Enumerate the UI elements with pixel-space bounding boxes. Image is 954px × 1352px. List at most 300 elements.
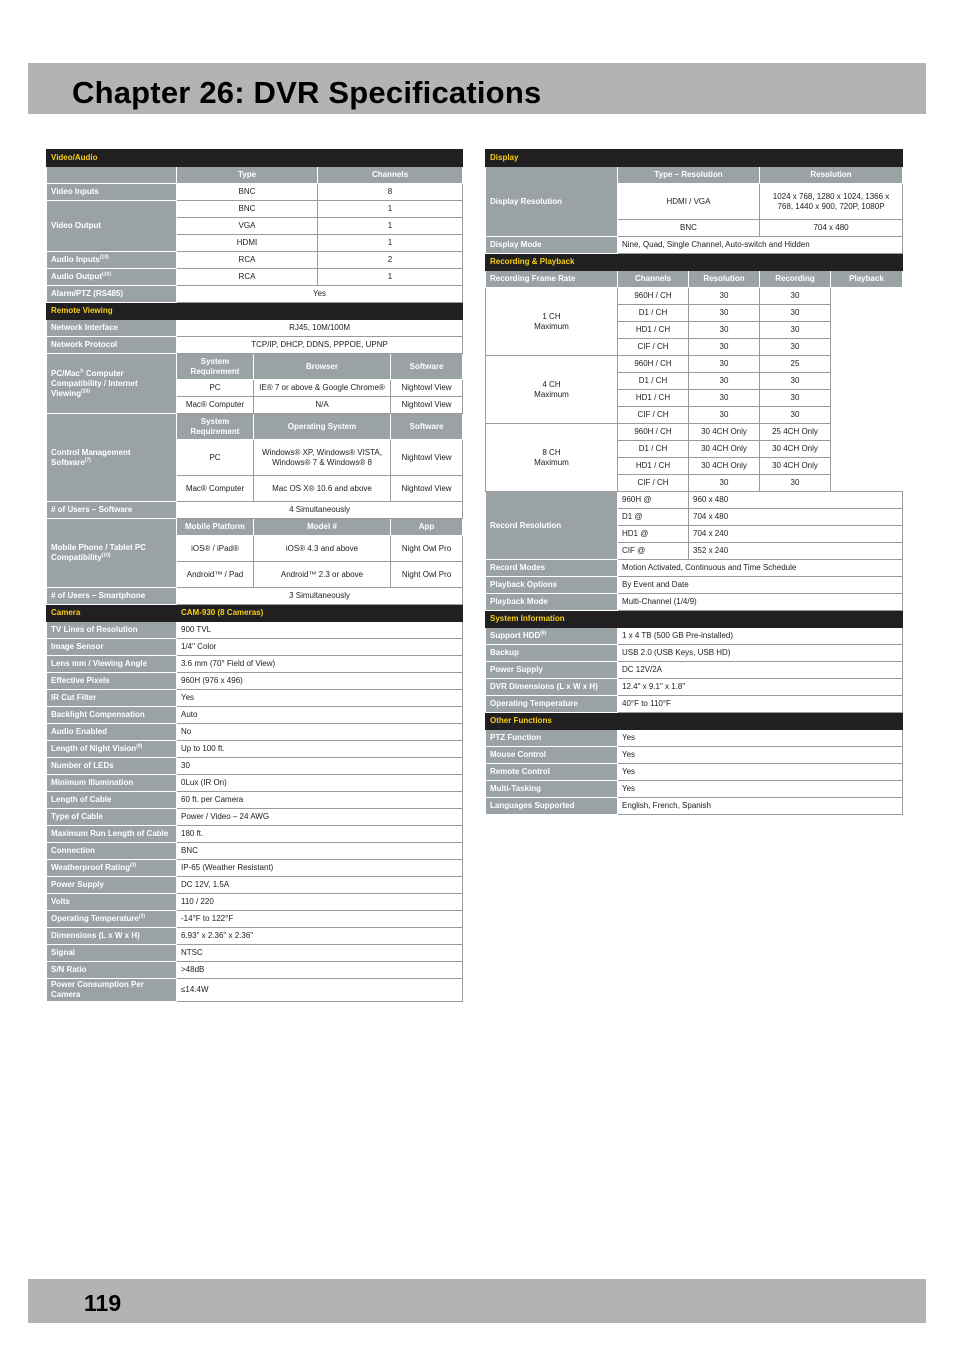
table-row (486, 645, 903, 662)
cell-software: Nightowl View (391, 380, 463, 397)
camera-rows (47, 622, 463, 1002)
cell-value: No (177, 724, 463, 741)
cell-resolution: D1 / CH (618, 305, 689, 322)
label-text: Power Supply (51, 880, 104, 889)
channel-sub: Maximum (534, 389, 569, 399)
cell-value: IP-65 (Weather Resistant) (177, 860, 463, 877)
cell-resolution: CIF / CH (618, 407, 689, 424)
column-header-app: App (391, 519, 463, 536)
cell-playback: 30 4CH Only (760, 458, 831, 475)
table-row (47, 414, 463, 440)
row-label (47, 843, 177, 860)
label-text: Length of Night Vision (51, 744, 137, 753)
table-row (486, 271, 903, 288)
table-row (486, 730, 903, 747)
column-header-channels: Channels (318, 167, 463, 184)
cell-recording: 30 (689, 390, 760, 407)
cell-value: 704 x 240 (689, 526, 903, 543)
channel-count: 8 CH (542, 447, 561, 457)
cell-value: 352 x 240 (689, 543, 903, 560)
table-row (486, 167, 903, 184)
cell-value: 12.4" x 9.1" x 1.8" (618, 679, 903, 696)
footnote-marker: (10) (102, 271, 111, 278)
cell-type: RCA (177, 252, 318, 269)
table-row (47, 775, 463, 792)
cell-type: BNC (177, 184, 318, 201)
row-label: Video Output (47, 201, 177, 252)
row-label (47, 690, 177, 707)
cell-playback: 30 (760, 339, 831, 356)
row-label (486, 662, 618, 679)
row-label (47, 252, 177, 269)
footnote-marker: (10) (99, 254, 109, 261)
row-label (47, 639, 177, 656)
cell-value: Yes (618, 730, 903, 747)
cell-playback: 30 (760, 390, 831, 407)
footnote-marker: (9) (136, 743, 143, 750)
label-text: PC/Mac (51, 368, 80, 378)
row-label (47, 758, 177, 775)
cell-recording: 30 (689, 475, 760, 492)
cell-value: By Event and Date (618, 577, 903, 594)
table-row (47, 269, 463, 286)
label-text: Support HDD (490, 631, 541, 640)
row-label: Alarm/PTZ (RS485) (47, 286, 177, 303)
label-text: DVR Dimensions (L x W x H) (490, 682, 598, 691)
cell-value: Yes (177, 286, 463, 303)
cell-channels: 1 (318, 269, 463, 286)
row-label: Display Mode (486, 237, 618, 254)
cell-value: DC 12V/2A (618, 662, 903, 679)
section-title: Other Functions (486, 713, 903, 730)
row-label (47, 826, 177, 843)
row-label (47, 979, 177, 1002)
row-label (486, 798, 618, 815)
footnote-marker: (10) (81, 387, 90, 394)
column-header-resolution: Resolution (689, 271, 760, 288)
column-header-system-requirement: System Requirement (177, 414, 254, 440)
cell-value: TCP/IP, DHCP, DDNS, PPPOE, UPNP (177, 337, 463, 354)
table-row (47, 320, 463, 337)
footnote-marker: (3) (129, 862, 137, 869)
cell-value: 704 x 480 (689, 509, 903, 526)
cell-value: 3 Simultaneously (177, 588, 463, 605)
cell-type: RCA (177, 269, 318, 286)
column-header-system-requirement: System Requirement (177, 354, 254, 380)
row-label (486, 645, 618, 662)
cell-resolution: 704 x 480 (760, 220, 903, 237)
label-text: Audio Enabled (51, 727, 107, 736)
table-row (47, 911, 463, 928)
row-label (47, 656, 177, 673)
cell-recording: 30 (689, 373, 760, 390)
cell-resolution: 1024 x 768, 1280 x 1024, 1366 x 768, 1440 x 900, 720P, 1080P (760, 184, 903, 220)
cell-value: 60 ft. per Camera (177, 792, 463, 809)
row-label (486, 679, 618, 696)
row-label (47, 894, 177, 911)
column-header-recording: Recording (760, 271, 831, 288)
table-row (486, 781, 903, 798)
section-header-display (486, 150, 903, 167)
cell-recording: 30 (689, 322, 760, 339)
table-row (47, 962, 463, 979)
cell-type: BNC (177, 201, 318, 218)
cell-value: 960H (976 x 496) (177, 673, 463, 690)
cell-system: Mac® Computer (177, 476, 254, 502)
row-label: # of Users – Smartphone (47, 588, 177, 605)
cell-resolution: HD1 / CH (618, 390, 689, 407)
cell-value: 900 TVL (177, 622, 463, 639)
table-row (47, 758, 463, 775)
cell-recording: 30 (689, 356, 760, 373)
column-header-software: Software (391, 414, 463, 440)
cell-channels: 1 (318, 201, 463, 218)
table-row (486, 798, 903, 815)
row-label: Video Inputs (47, 184, 177, 201)
label-text: Remote Control (490, 767, 550, 776)
page-number: 119 (84, 1290, 122, 1316)
row-label (47, 741, 177, 758)
cell-browser: N/A (254, 397, 391, 414)
table-row (47, 724, 463, 741)
cell-app: Night Owl Pro (391, 536, 463, 562)
cell-value: 30 (177, 758, 463, 775)
camera-model: CAM-930 (8 Cameras) (177, 605, 463, 622)
table-row (47, 502, 463, 519)
cell-value: Auto (177, 707, 463, 724)
cell-value: 3.6 mm (70° Field of View) (177, 656, 463, 673)
cell-value: NTSC (177, 945, 463, 962)
row-label (47, 911, 177, 928)
cell-value: 110 / 220 (177, 894, 463, 911)
table-row (47, 860, 463, 877)
cell-resolution: CIF / CH (618, 475, 689, 492)
row-label: Record Resolution (486, 492, 618, 560)
table-row (47, 826, 463, 843)
cell-mode: D1 @ (618, 509, 689, 526)
cell-value: Yes (618, 764, 903, 781)
section-title: Remote Viewing (47, 303, 463, 320)
table-row (47, 945, 463, 962)
cell-type: HDMI (177, 235, 318, 252)
cell-resolution: 960H / CH (618, 288, 689, 305)
table-row (47, 656, 463, 673)
label-text: Audio Output (51, 272, 103, 281)
channel-count: 1 CH (542, 311, 561, 321)
cell-value: Yes (618, 781, 903, 798)
label-text: Multi-Tasking (490, 784, 541, 793)
cell-app: Night Owl Pro (391, 562, 463, 588)
table-row (47, 519, 463, 536)
table-row (47, 673, 463, 690)
table-row (486, 237, 903, 254)
label-text: Dimensions (L x W x H) (51, 931, 140, 940)
column-header-model: Model # (254, 519, 391, 536)
cell-channels: 1 (318, 218, 463, 235)
table-row (486, 424, 903, 441)
section-header-recording-playback (486, 254, 903, 271)
row-label (486, 730, 618, 747)
column-header-software: Software (391, 354, 463, 380)
column-header-channels: Channels (618, 271, 689, 288)
label-text: Type of Cable (51, 812, 103, 821)
left-spec-table (46, 149, 463, 1002)
footnote-marker: (3) (138, 913, 145, 920)
label-text: Backup (490, 648, 519, 657)
column-header-operating-system: Operating System (254, 414, 391, 440)
cell-recording: 30 4CH Only (689, 424, 760, 441)
cell-playback: 30 (760, 475, 831, 492)
cell-model: Android™ 2.3 or above (254, 562, 391, 588)
cell-value: RJ45, 10M/100M (177, 320, 463, 337)
column-header-browser: Browser (254, 354, 391, 380)
row-label (47, 673, 177, 690)
cell-channels: 1 (318, 235, 463, 252)
cell-model: iOS® 4.3 and above (254, 536, 391, 562)
cell-resolution: D1 / CH (618, 373, 689, 390)
table-row (47, 741, 463, 758)
table-row (486, 577, 903, 594)
table-row (486, 356, 903, 373)
label-text: S/N Ratio (51, 965, 87, 974)
section-title: Camera (47, 605, 177, 622)
row-label: # of Users – Software (47, 502, 177, 519)
table-row (486, 594, 903, 611)
table-row (47, 690, 463, 707)
row-label: Recording Frame Rate (486, 271, 618, 288)
table-row (486, 560, 903, 577)
table-row (47, 286, 463, 303)
table-row (47, 809, 463, 826)
label-text: Mouse Control (490, 750, 546, 759)
cell-channel-group (486, 424, 618, 492)
cell-channel-group (486, 356, 618, 424)
footer-bar (28, 1279, 926, 1323)
cell-recording: 30 (689, 339, 760, 356)
cell-type: HDMI / VGA (618, 184, 760, 220)
section-header-video-audio (47, 150, 463, 167)
row-label (47, 707, 177, 724)
column-header-playback: Playback (831, 271, 903, 288)
cell-recording: 30 4CH Only (689, 458, 760, 475)
table-row (47, 252, 463, 269)
cell-value: >48dB (177, 962, 463, 979)
cell-playback: 25 (760, 356, 831, 373)
table-row (47, 622, 463, 639)
table-row (47, 639, 463, 656)
cell-resolution: CIF / CH (618, 339, 689, 356)
row-label (47, 928, 177, 945)
cell-playback: 30 (760, 305, 831, 322)
cell-value: Motion Activated, Continuous and Time Schedule (618, 560, 903, 577)
section-header-camera (47, 605, 463, 622)
cell-value: Multi-Channel (1/4/9) (618, 594, 903, 611)
cell-os: Windows® XP, Windows® VISTA, Windows® 7 & Windows® 8 (254, 440, 391, 476)
table-row (47, 707, 463, 724)
row-label: Network Protocol (47, 337, 177, 354)
row-label (47, 622, 177, 639)
footnote-marker: (7) (84, 456, 91, 463)
cell-mode: CIF @ (618, 543, 689, 560)
cell-system: PC (177, 440, 254, 476)
cell-value: BNC (177, 843, 463, 860)
table-row (47, 894, 463, 911)
label-text: TV Lines of Resolution (51, 625, 138, 634)
label-text: Length of Cable (51, 795, 112, 804)
table-row (47, 979, 463, 1002)
cell-resolution: HD1 / CH (618, 458, 689, 475)
cell-resolution: HD1 / CH (618, 322, 689, 339)
label-text: PTZ Function (490, 733, 542, 742)
column-header-type-resolution: Type – Resolution (618, 167, 760, 184)
right-spec-table (485, 149, 903, 815)
row-label (47, 792, 177, 809)
table-row (47, 877, 463, 894)
column-header-resolution: Resolution (760, 167, 903, 184)
table-row (486, 764, 903, 781)
table-row (486, 492, 903, 509)
cell-channel-group (486, 288, 618, 356)
cell-recording: 30 (689, 305, 760, 322)
label-text: Weatherproof Rating (51, 863, 130, 872)
section-title: Display (486, 150, 903, 167)
cell-value: ≤14.4W (177, 979, 463, 1002)
label-text: Languages Supported (490, 801, 575, 810)
channel-count: 4 CH (542, 379, 561, 389)
table-row (486, 628, 903, 645)
label-text: Computer Compatibility / Internet Viewing (51, 368, 138, 398)
label-text: Lens mm / Viewing Angle (51, 659, 148, 668)
section-header-system-information (486, 611, 903, 628)
cell-resolution: 960H / CH (618, 356, 689, 373)
table-row (47, 354, 463, 380)
cell-type: VGA (177, 218, 318, 235)
label-text: Mobile Phone / Tablet PC Compatibility (51, 543, 146, 562)
section-title: Recording & Playback (486, 254, 903, 271)
section-title: System Information (486, 611, 903, 628)
table-row (486, 696, 903, 713)
channel-sub: Maximum (534, 457, 569, 467)
cell-system: PC (177, 380, 254, 397)
cell-value: DC 12V, 1.5A (177, 877, 463, 894)
registered-mark: ® (79, 367, 84, 374)
row-label: Playback Mode (486, 594, 618, 611)
table-row (47, 792, 463, 809)
channel-sub: Maximum (534, 321, 569, 331)
cell-browser: IE® 7 or above & Google Chrome® (254, 380, 391, 397)
row-label (47, 354, 177, 414)
section-header-remote-viewing (47, 303, 463, 320)
row-label (47, 945, 177, 962)
label-text: Maximum Run Length of Cable (51, 829, 169, 838)
table-row (47, 184, 463, 201)
cell-value: Up to 100 ft. (177, 741, 463, 758)
table-row (486, 288, 903, 305)
cell-mode: 960H @ (618, 492, 689, 509)
cell-channels: 8 (318, 184, 463, 201)
cell-resolution: D1 / CH (618, 441, 689, 458)
cell-value: 1 x 4 TB (500 GB Pre-installed) (618, 628, 903, 645)
chapter-header-bar (28, 63, 926, 114)
label-text: Image Sensor (51, 642, 104, 651)
row-label: Record Modes (486, 560, 618, 577)
other-rows (486, 730, 903, 815)
label-text: Power Consumption Per Camera (51, 980, 144, 999)
cell-os: Mac OS X® 10.6 and above (254, 476, 391, 502)
row-label (47, 414, 177, 502)
cell-channels: 2 (318, 252, 463, 269)
label-text: IR Cut Filter (51, 693, 97, 702)
row-label (47, 877, 177, 894)
cell-playback: 30 (760, 373, 831, 390)
label-text: Operating Temperature (51, 914, 139, 923)
cell-value: -14°F to 122°F (177, 911, 463, 928)
cell-playback: 30 (760, 407, 831, 424)
cell-system: Mac® Computer (177, 397, 254, 414)
cell-value: Power / Video – 24 AWG (177, 809, 463, 826)
cell-resolution: 960H / CH (618, 424, 689, 441)
table-row (47, 588, 463, 605)
label-text: Connection (51, 846, 95, 855)
row-label: Playback Options (486, 577, 618, 594)
cell-playback: 25 4CH Only (760, 424, 831, 441)
footnote-marker: (6) (540, 630, 547, 637)
row-label (486, 628, 618, 645)
cell-value: English, French, Spanish (618, 798, 903, 815)
cell-platform: Android™ / Pad (177, 562, 254, 588)
footnote-marker: (10) (101, 552, 111, 559)
cell-software: Nightowl View (391, 397, 463, 414)
table-row (47, 201, 463, 218)
cell-value: 180 ft. (177, 826, 463, 843)
table-row (47, 337, 463, 354)
row-label (47, 775, 177, 792)
cell-recording: 30 4CH Only (689, 441, 760, 458)
table-row (47, 843, 463, 860)
label-text: Volts (51, 897, 70, 906)
label-text: Power Supply (490, 665, 543, 674)
cell-platform: iOS® / iPad® (177, 536, 254, 562)
label-text: Operating Temperature (490, 699, 578, 708)
cell-software: Nightowl View (391, 440, 463, 476)
table-row (486, 662, 903, 679)
cell-value: Nine, Quad, Single Channel, Auto-switch and Hidden (618, 237, 903, 254)
table-row (486, 747, 903, 764)
cell-playback: 30 4CH Only (760, 441, 831, 458)
label-text: Audio Inputs (51, 255, 100, 264)
blank-label-cell (47, 167, 177, 184)
label-text: Number of LEDs (51, 761, 114, 770)
cell-recording: 30 (689, 288, 760, 305)
row-label (47, 809, 177, 826)
frame-rate-rows (486, 288, 903, 492)
section-header-other-functions (486, 713, 903, 730)
row-label: Display Resolution (486, 167, 618, 237)
row-label (486, 696, 618, 713)
chapter-title: Chapter 26: DVR Specifications (72, 75, 542, 110)
row-label (47, 860, 177, 877)
cell-value: 960 x 480 (689, 492, 903, 509)
cell-value: 4 Simultaneously (177, 502, 463, 519)
label-text: Signal (51, 948, 76, 957)
cell-playback: 30 (760, 288, 831, 305)
label-text: Control Management Software (51, 447, 131, 467)
cell-value: USB 2.0 (USB Keys, USB HD) (618, 645, 903, 662)
cell-value: Yes (177, 690, 463, 707)
row-label (47, 269, 177, 286)
row-label (47, 519, 177, 588)
row-label (486, 747, 618, 764)
